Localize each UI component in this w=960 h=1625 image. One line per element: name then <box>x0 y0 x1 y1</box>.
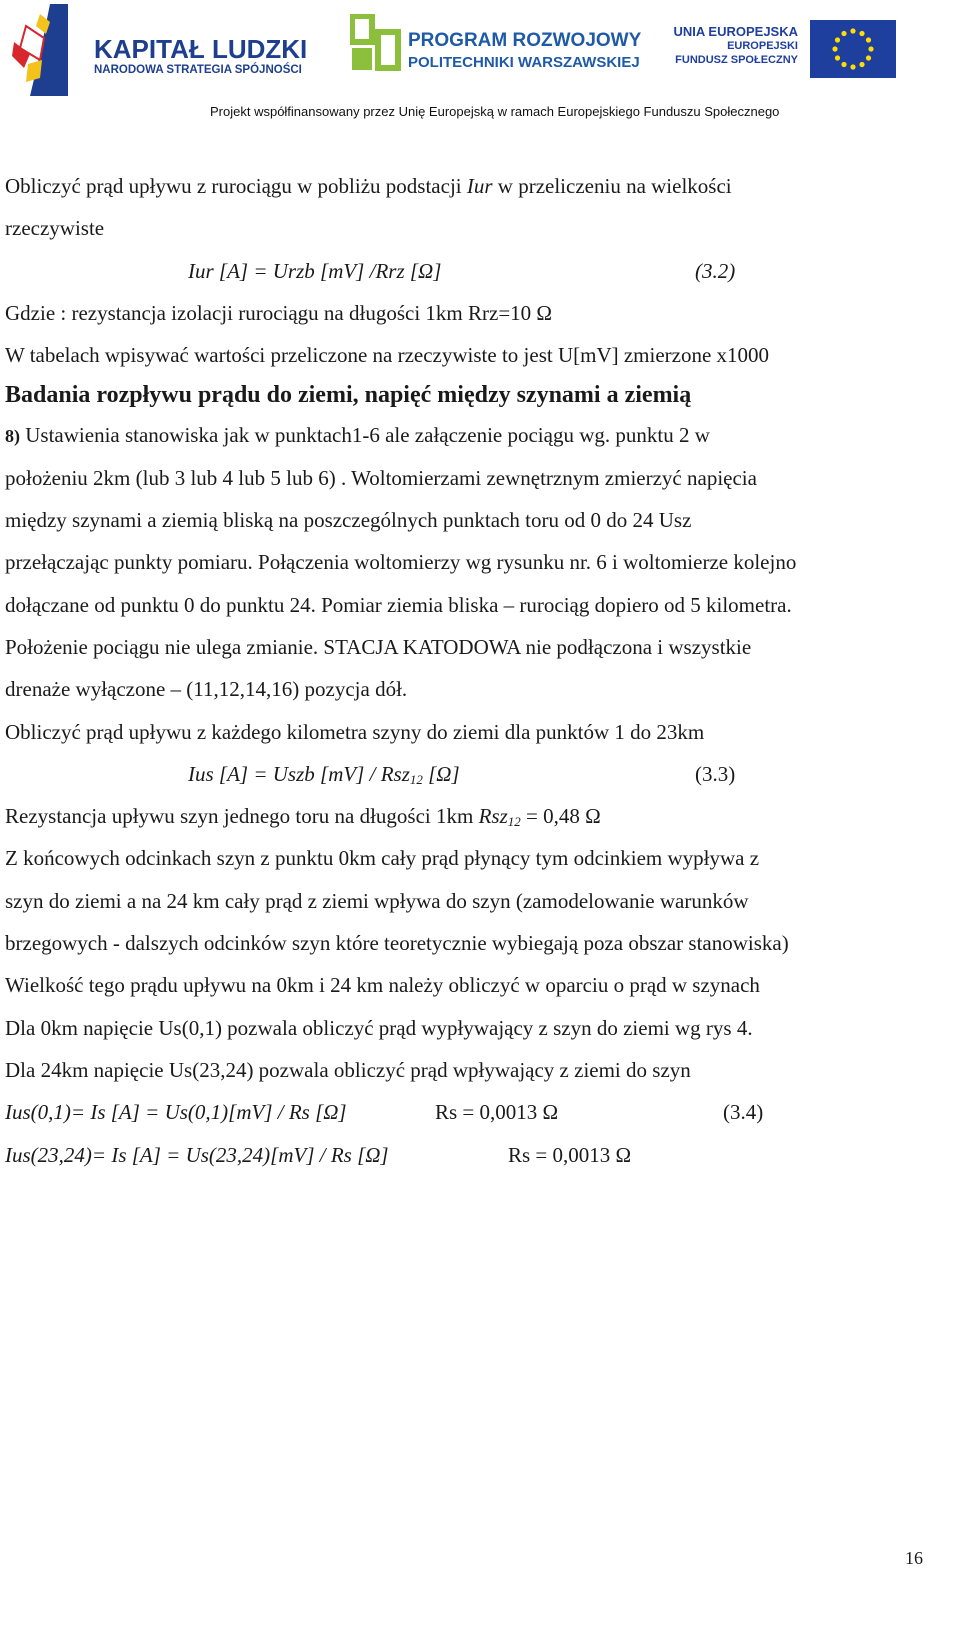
page-header <box>0 0 960 130</box>
paragraph-line: między szynami a ziemią bliską na poszczególnych punktach toru od 0 do 24 Usz <box>5 508 692 533</box>
equation-number: (3.4) <box>723 1100 764 1125</box>
equation-rs-value: Rs = 0,0013 Ω <box>508 1142 632 1167</box>
equation-3-5 <box>5 1134 940 1176</box>
paragraph-line: Obliczyć prąd upływu z każdego kilometra szyny do ziemi dla punktów 1 do 23km <box>5 719 705 744</box>
subscript: 12 <box>507 814 521 830</box>
text-segment: Ustawienia stanowiska jak w punktach1-6 ale załączenie pociągu wg. punktu 2 w <box>20 423 710 448</box>
paragraph-line <box>5 795 940 837</box>
eu-logo <box>673 20 930 80</box>
paragraph-line: brzegowych - dalszych odcinków szyn które teoretycznie wybiegają poza obszar stanowiska) <box>5 931 789 956</box>
paragraph-line: Wielkość tego prądu upływu na 0km i 24 km należy obliczyć w oparciu o prąd w szynach <box>5 973 760 998</box>
eu-flag-icon <box>810 20 896 78</box>
paragraph-line <box>5 414 940 456</box>
paragraph-line: rzeczywiste <box>5 216 105 241</box>
program-rozwojowy-logo <box>350 14 640 80</box>
text-segment: Obliczyć prąd upływu z rurociągu w pobliżu podstacji <box>5 174 467 198</box>
section-heading: Badania rozpływu prądu do ziemi, napięć między szynami a ziemią <box>5 382 692 409</box>
document-body <box>5 165 940 1176</box>
page-number: 16 <box>905 1548 923 1568</box>
program-rozwojowy-emblem-icon <box>350 14 402 74</box>
equation-3-4 <box>5 1091 940 1133</box>
kapital-ludzki-title: KAPITAŁ LUDZKI <box>94 34 308 64</box>
equation-rs-value: Rs = 0,0013 Ω <box>435 1100 559 1125</box>
funding-note: Projekt współfinansowany przez Unię Europejską w ramach Europejskiego Funduszu Społecznego <box>210 104 780 119</box>
paragraph-line: szyn do ziemi a na 24 km cały prąd z ziemi wpływa do szyn (zamodelowanie warunków <box>5 888 749 913</box>
subscript: 12 <box>409 771 423 787</box>
formula-part: Ius [A] = Uszb [mV] / Rsz <box>188 761 410 786</box>
eu-line1: UNIA EUROPEJSKA <box>673 24 798 39</box>
variable-iur: Iur <box>466 174 493 198</box>
paragraph-line: W tabelach wpisywać wartości przeliczone na rzeczywiste to jest U[mV] zmierzone x1000 <box>5 343 770 368</box>
program-rozwojowy-line1: PROGRAM ROZWOJOWY <box>408 30 642 51</box>
equation-formula: Ius(23,24)= Is [A] = Us(23,24)[mV] / Rs [Ω] <box>5 1142 389 1167</box>
kapital-ludzki-emblem-icon <box>10 4 90 96</box>
paragraph-line: Z końcowych odcinkach szyn z punktu 0km cały prąd płynący tym odcinkiem wypływa z <box>5 846 760 871</box>
paragraph-line: przełączając punkty pomiaru. Połączenia woltomierzy wg rysunku nr. 6 i woltomierze kolejno <box>5 550 797 575</box>
paragraph-line: Dla 0km napięcie Us(0,1) pozwala obliczyć prąd wypływający z szyn do ziemi wg rys 4. <box>5 1015 753 1040</box>
variable-rsz: Rsz <box>478 804 508 829</box>
item-number: 8) <box>5 426 20 447</box>
text-segment: Rezystancja upływu szyn jednego toru na długości 1km <box>5 804 479 829</box>
kapital-ludzki-subtitle: NARODOWA STRATEGIA SPÓJNOŚCI <box>94 64 302 76</box>
eu-line2: EUROPEJSKI <box>727 40 798 52</box>
text-segment: w przeliczeniu na wielkości <box>492 174 732 198</box>
program-rozwojowy-line2: POLITECHNIKI WARSZAWSKIEJ <box>408 54 640 71</box>
equation-3-3 <box>5 753 940 795</box>
text-segment: = 0,48 Ω <box>520 804 601 829</box>
equation-formula: Ius(0,1)= Is [A] = Us(0,1)[mV] / Rs [Ω] <box>5 1100 347 1125</box>
formula-part: [Ω] <box>422 761 460 786</box>
paragraph-line: Dla 24km napięcie Us(23,24) pozwala obliczyć prąd wpływający z ziemi do szyn <box>5 1057 691 1082</box>
eu-line3: FUNDUSZ SPOŁECZNY <box>675 54 798 66</box>
equation-3-2 <box>5 250 940 292</box>
equation-number: (3.2) <box>695 258 736 283</box>
equation-formula: Iur [A] = Urzb [mV] /Rrz [Ω] <box>188 258 442 283</box>
equation-formula <box>188 753 460 795</box>
paragraph-line <box>5 165 940 207</box>
paragraph-line: dołączane od punktu 0 do punktu 24. Pomiar ziemia bliska – rurociąg dopiero od 5 kilometra. <box>5 592 792 617</box>
equation-number: (3.3) <box>695 761 736 786</box>
kapital-ludzki-logo <box>10 4 310 96</box>
paragraph-line: drenaże wyłączone – (11,12,14,16) pozycja dół. <box>5 677 408 702</box>
paragraph-line: położeniu 2km (lub 3 lub 4 lub 5 lub 6) . Woltomierzami zewnętrznym zmierzyć napięcia <box>5 465 757 490</box>
paragraph-line: Położenie pociągu nie ulega zmianie. STACJA KATODOWA nie podłączona i wszystkie <box>5 634 752 659</box>
paragraph-line: Gdzie : rezystancja izolacji rurociągu na długości 1km Rrz=10 Ω <box>5 300 553 325</box>
